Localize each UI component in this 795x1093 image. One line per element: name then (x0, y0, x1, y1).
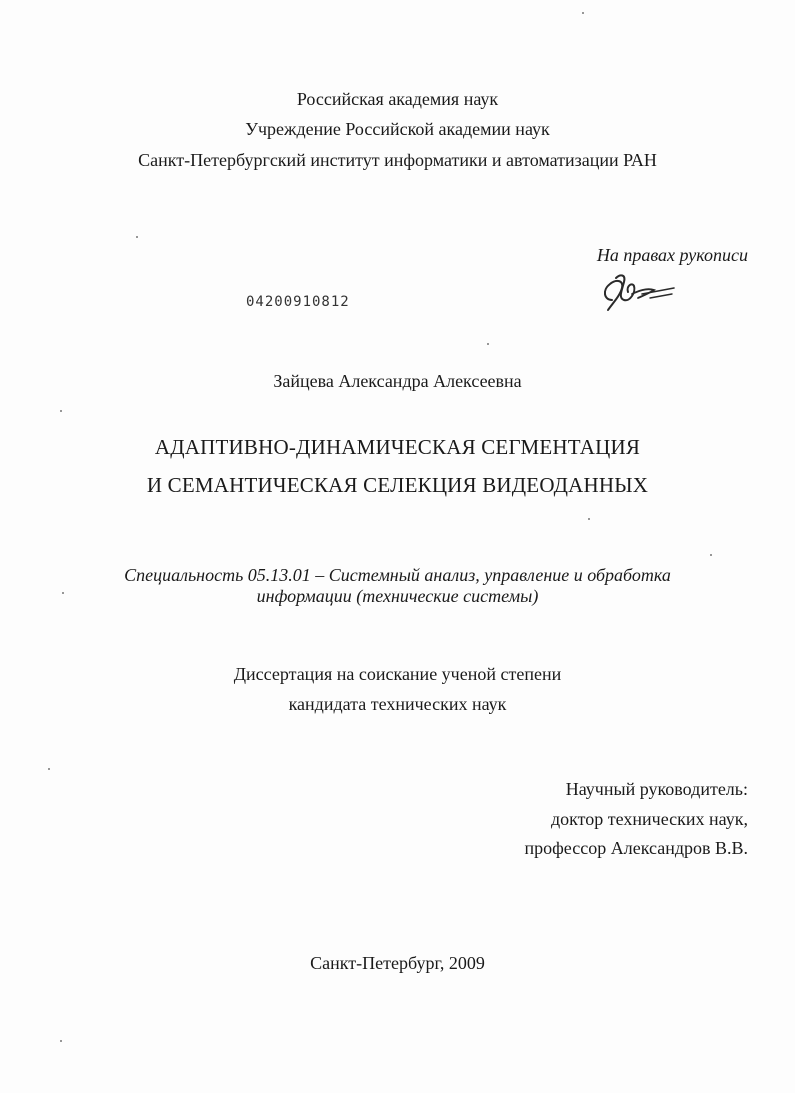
city-year: Санкт-Петербург, 2009 (310, 953, 485, 973)
title-line-1: АДАПТИВНО-ДИНАМИЧЕСКАЯ СЕГМЕНТАЦИЯ (154, 435, 641, 459)
archive-number: 04200910812 (246, 294, 350, 310)
author-name: Зайцева Александра Алексеевна (273, 371, 522, 391)
specialty-line-2: информации (технические системы) (256, 586, 539, 606)
scan-speck (60, 1040, 62, 1042)
specialty-line-1: Специальность 05.13.01 – Системный анализ, управление и обработка (124, 565, 671, 585)
rights-note: На правах рукописи (596, 245, 748, 265)
scan-speck (487, 343, 489, 345)
degree-line-2: кандидата технических наук (288, 694, 507, 714)
supervisor-name: профессор Александров В.В. (524, 838, 748, 858)
supervisor-degree: доктор технических наук, (551, 809, 748, 829)
header-institution: Учреждение Российской академии наук (245, 119, 550, 139)
scan-speck (48, 768, 50, 770)
scan-speck (62, 592, 64, 594)
scan-speck (588, 518, 590, 520)
scan-speck (582, 12, 584, 14)
header-institute: Санкт-Петербургский институт информатики и автоматизации РАН (138, 150, 657, 170)
scan-speck (710, 554, 712, 556)
header-academy: Российская академия наук (296, 89, 499, 109)
scan-speck (136, 236, 138, 238)
title-line-2: И СЕМАНТИЧЕСКАЯ СЕЛЕКЦИЯ ВИДЕОДАННЫХ (146, 473, 649, 497)
supervisor-label: Научный руководитель: (565, 779, 748, 799)
scan-speck (60, 410, 62, 412)
signature-image (598, 270, 678, 312)
degree-line-1: Диссертация на соискание ученой степени (233, 664, 562, 684)
